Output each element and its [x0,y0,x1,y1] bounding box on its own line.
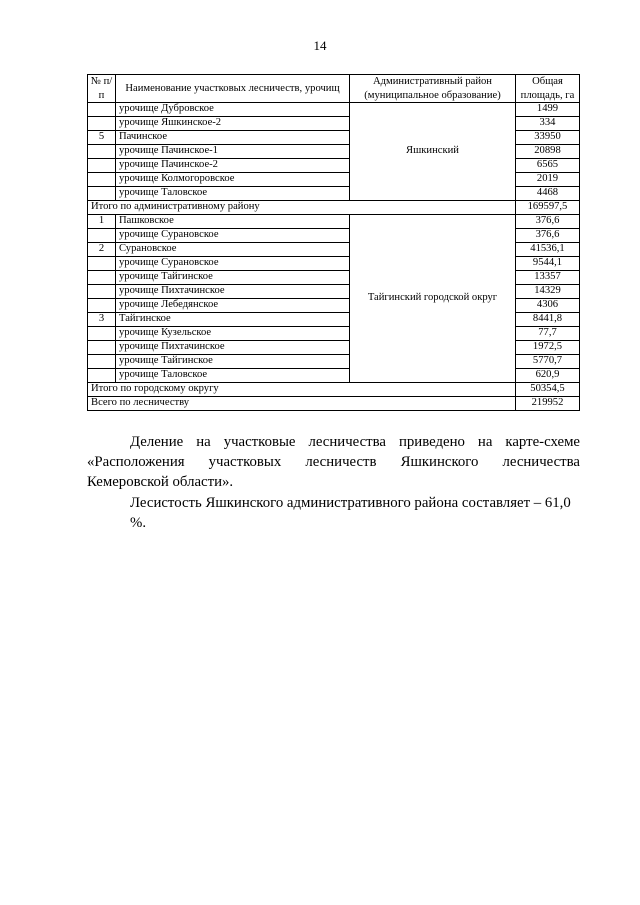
table-row [88,103,580,117]
forestry-table [87,74,580,411]
row-number [88,145,116,159]
district-cell: Тайгинский городской округ [350,215,516,383]
tract-name: урочище Сурановское [116,229,350,243]
row-number [88,117,116,131]
tract-name: урочище Яшкинское-2 [116,117,350,131]
row-number [88,299,116,313]
area-value: 9544,1 [516,257,580,271]
header-area: Общая площадь, га [516,75,580,103]
row-number: 2 [88,243,116,257]
area-value: 20898 [516,145,580,159]
row-number: 3 [88,313,116,327]
tract-name: урочище Колмогоровское [116,173,350,187]
forestry-name: Пашковское [116,215,350,229]
row-number [88,173,116,187]
paragraph-map-reference: Деление на участковые лесничества приведено на карте-схеме «Расположения участковых лесничеств Яшкинского лесничества Кемеровской области». [87,434,580,490]
row-number [88,369,116,383]
tract-name: урочище Тайгинское [116,271,350,285]
area-value: 6565 [516,159,580,173]
page-number: 14 [313,38,327,53]
row-number [88,187,116,201]
area-value: 41536,1 [516,243,580,257]
header-name: Наименование участковых лесничеств, урочищ [116,75,350,103]
area-value: 4468 [516,187,580,201]
area-value: 2019 [516,173,580,187]
area-value: 8441,8 [516,313,580,327]
area-value: 334 [516,117,580,131]
table-row [88,215,580,229]
row-number: 5 [88,131,116,145]
row-number [88,257,116,271]
row-number [88,327,116,341]
district-cell: Яшкинский [350,103,516,201]
tract-name: урочище Тайгинское [116,355,350,369]
row-number [88,355,116,369]
tract-name: урочище Пачинское-1 [116,145,350,159]
tract-name: урочище Дубровское [116,103,350,117]
area-value: 620,9 [516,369,580,383]
forestry-name: Пачинское [116,131,350,145]
tract-name: урочище Сурановское [116,257,350,271]
area-value: 13357 [516,271,580,285]
row-number [88,285,116,299]
total-area: 219952 [516,397,580,411]
area-value: 1972,5 [516,341,580,355]
tract-name: урочище Кузельское [116,327,350,341]
total-label: Итого по административному району [88,201,516,215]
tract-name: урочище Лебедянское [116,299,350,313]
tract-name: урочище Таловское [116,369,350,383]
total-area: 50354,5 [516,383,580,397]
area-value: 33950 [516,131,580,145]
table-total-row [88,201,580,215]
area-value: 77,7 [516,327,580,341]
row-number [88,159,116,173]
area-value: 4306 [516,299,580,313]
area-value: 376,6 [516,215,580,229]
row-number [88,103,116,117]
header-num: № п/п [88,75,116,103]
forestry-name: Сурановское [116,243,350,257]
total-label: Итого по городскому округу [88,383,516,397]
total-area: 169597,5 [516,201,580,215]
tract-name: урочище Пихтачинское [116,285,350,299]
area-value: 5770,7 [516,355,580,369]
forestry-name: Тайгинское [116,313,350,327]
total-label: Всего по лесничеству [88,397,516,411]
row-number: 1 [88,215,116,229]
area-value: 376,6 [516,229,580,243]
area-value: 14329 [516,285,580,299]
header-district: Административный район (муниципальное образование) [350,75,516,103]
table-total-row [88,383,580,397]
table-header-row [88,75,580,103]
tract-name: урочище Пачинское-2 [116,159,350,173]
row-number [88,271,116,285]
row-number [88,229,116,243]
paragraph-forest-cover: Лесистость Яшкинского административного района составляет – 61,0 %. [130,495,571,531]
area-value: 1499 [516,103,580,117]
table-body [88,103,580,411]
table-total-row [88,397,580,411]
tract-name: урочище Таловское [116,187,350,201]
tract-name: урочище Пихтачинское [116,341,350,355]
row-number [88,341,116,355]
